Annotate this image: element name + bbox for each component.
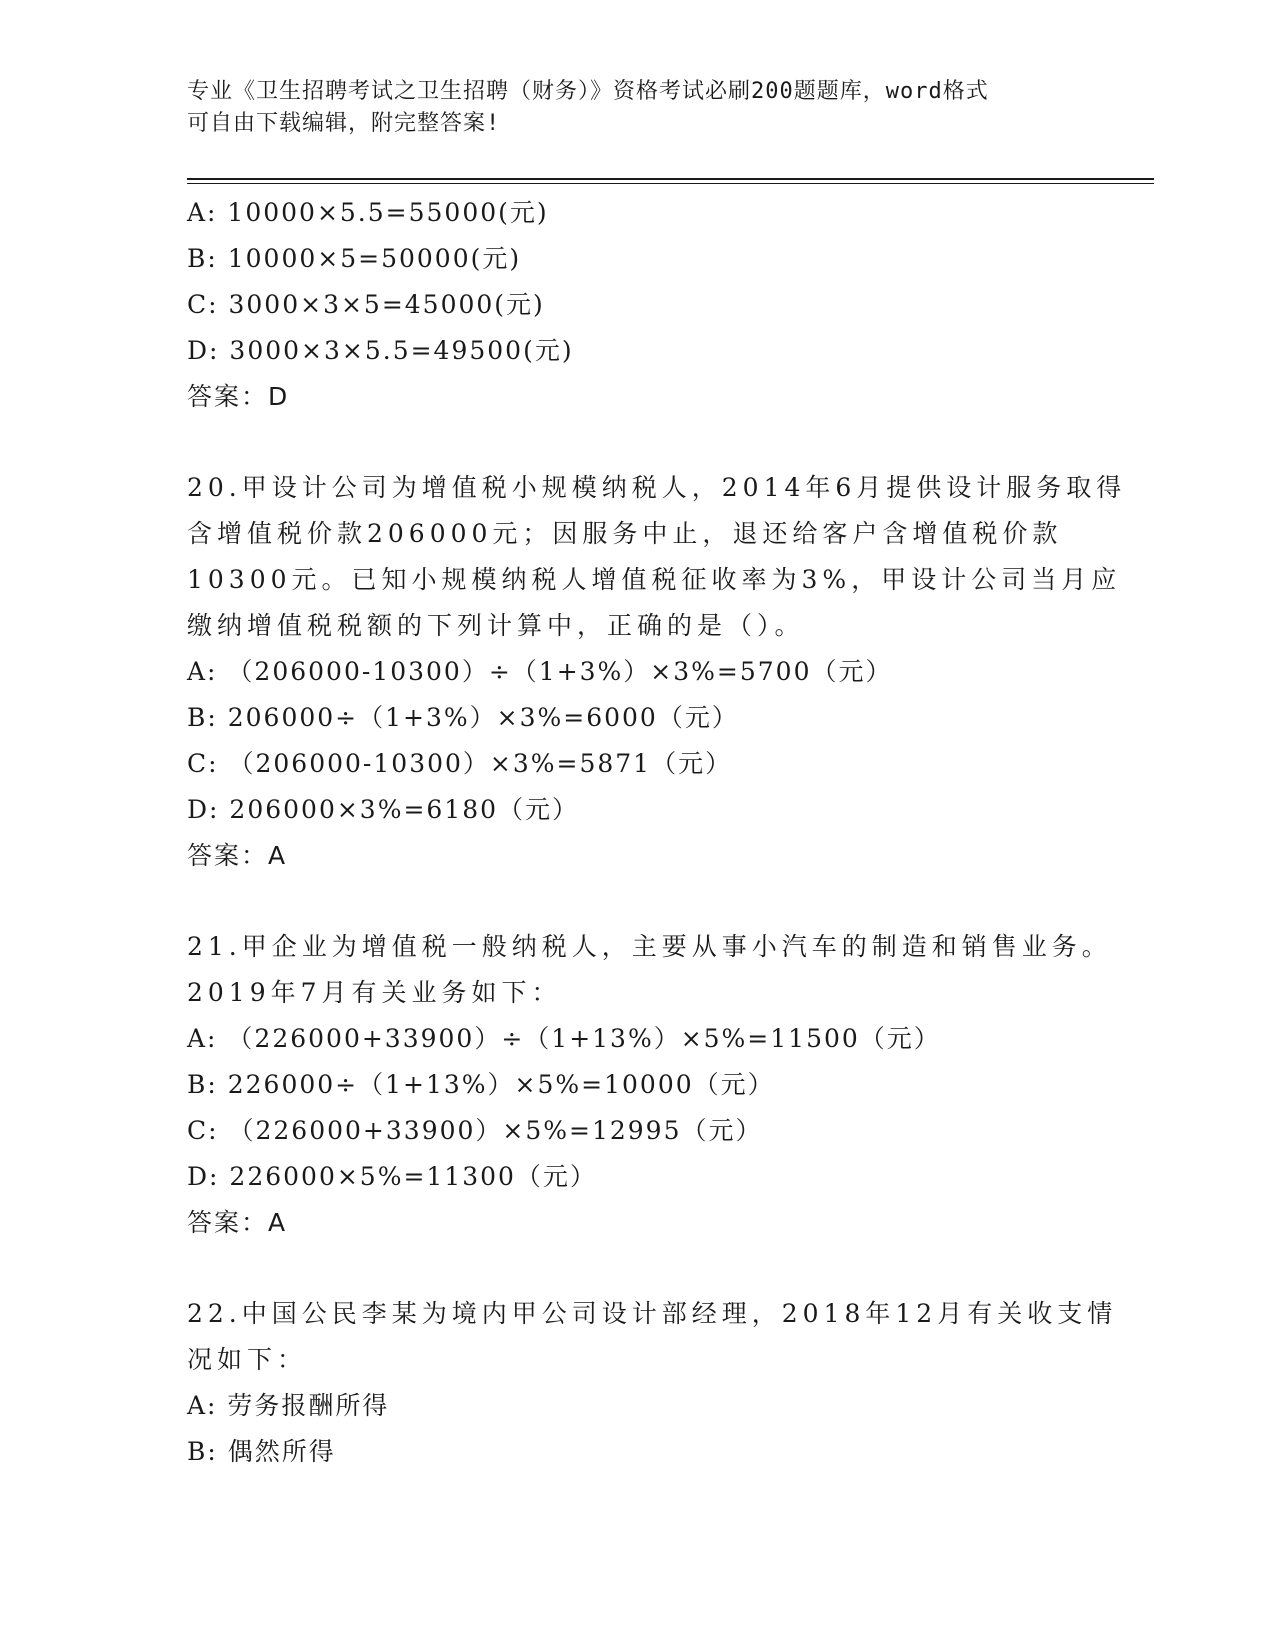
option-d: D: 3000×3×5.5=49500(元)	[187, 336, 574, 365]
question-21	[187, 924, 1112, 1246]
question-stem-line: 22.中国公民李某为境内甲公司设计部经理，2018年12月有关收支情	[187, 1299, 1118, 1328]
option-d: D: 226000×5%=11300（元）	[187, 1162, 597, 1191]
answer-line: 答案：A	[187, 841, 288, 870]
header-title-line-2: 可自由下载编辑，附完整答案!	[187, 111, 501, 136]
header-divider-thin	[187, 183, 1154, 184]
answer-line: 答案：D	[187, 382, 290, 411]
spacer	[187, 420, 1087, 465]
option-a: A: （226000+33900）÷（1+13%）×5%=11500（元）	[187, 1024, 941, 1053]
question-stem-line: 缴纳增值税税额的下列计算中，正确的是（）。	[187, 611, 805, 640]
question-22	[187, 1291, 1118, 1475]
question-stem-line: 况如下：	[187, 1345, 308, 1374]
option-b: B: 206000÷（1+3%）×3%=6000（元）	[187, 703, 739, 732]
option-b: B: 10000×5=50000(元)	[187, 244, 522, 273]
spacer	[187, 879, 1087, 924]
question-stem-line: 2019年7月有关业务如下：	[187, 978, 562, 1007]
option-b: B: 226000÷（1+13%）×5%=10000（元）	[187, 1070, 775, 1099]
option-a: A: 劳务报酬所得	[187, 1391, 390, 1420]
option-c: C: （206000-10300）×3%=5871（元）	[187, 749, 733, 778]
header-title-line-1: 专业《卫生招聘考试之卫生招聘（财务）》资格考试必刷200题题库，word格式	[187, 79, 989, 104]
answer-line: 答案：A	[187, 1208, 288, 1237]
header-divider-thick	[187, 178, 1154, 180]
question-stem-line: 含增值税价款206000元；因服务中止，退还给客户含增值税价款	[187, 519, 1063, 548]
option-d: D: 206000×3%=6180（元）	[187, 795, 580, 824]
question-list	[187, 190, 1127, 1475]
question-19	[187, 190, 1087, 420]
option-c: C: （226000+33900）×5%=12995（元）	[187, 1116, 763, 1145]
document-header	[187, 76, 1087, 140]
question-stem-line: 21.甲企业为增值税一般纳税人，主要从事小汽车的制造和销售业务。	[187, 932, 1112, 961]
question-stem-line: 10300元。已知小规模纳税人增值税征收率为3%，甲设计公司当月应	[187, 565, 1122, 594]
question-20	[187, 465, 1127, 879]
option-a: A: 10000×5.5=55000(元)	[187, 198, 549, 227]
spacer	[187, 1246, 1087, 1291]
option-a: A: （206000-10300）÷（1+3%）×3%=5700（元）	[187, 657, 893, 686]
option-b: B: 偶然所得	[187, 1437, 336, 1466]
question-stem-line: 20.甲设计公司为增值税小规模纳税人，2014年6月提供设计服务取得	[187, 473, 1127, 502]
option-c: C: 3000×3×5=45000(元)	[187, 290, 545, 319]
